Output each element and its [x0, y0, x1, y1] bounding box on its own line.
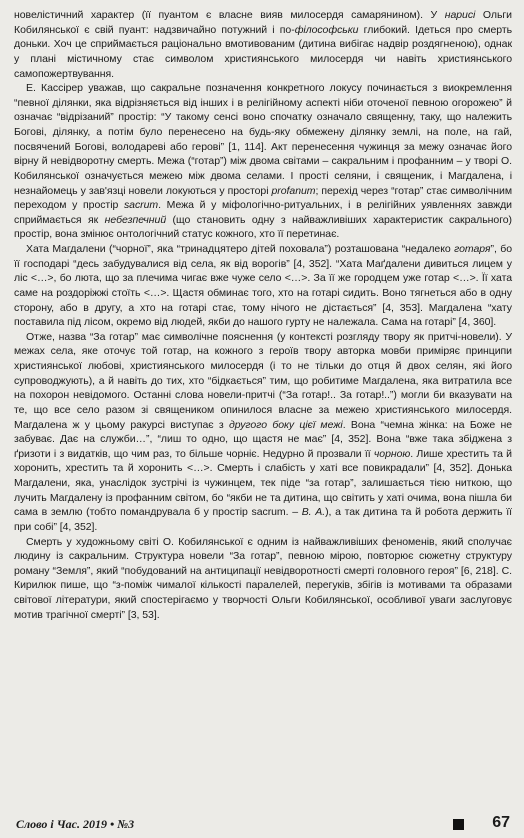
paragraph [14, 242, 512, 330]
text-run: новелістичний характер (її пуантом є власне вияв милосердя самарянином). У [14, 9, 445, 21]
text-run: Ольги Кобилянської є свій пуант: надзвичайно потужний і по- [14, 9, 512, 36]
text-run: . Межа й у міфологічно-ритуальних, і в релігійних уявленнях завжди сприймається як [14, 199, 512, 226]
page-footer [14, 815, 512, 833]
italic-text: profanum [271, 184, 316, 197]
text-run: (що становить одну з найважливіших характеристик сакрального) простір, вона змінює онтологічний статус кожного, хто її перетинає. [14, 213, 512, 241]
italic-text: В. А. [301, 506, 326, 519]
text-run: глибокий. Ідеться про смерть доньки. Хоч це сприймається раціонально вмотивованим (дитина вибігає надвір роздягненою), однак у плані містичному стає символом християнського милосердя чи навіть християнського самопожертвування. [14, 23, 513, 80]
italic-text: нарисі [444, 9, 476, 21]
paragraph [14, 8, 512, 81]
italic-text: філософськи [294, 23, 359, 36]
page-number: 67 [492, 814, 510, 831]
text-run: ; перехід через “готар” стає символічним переходом у простір [14, 184, 512, 212]
paragraph [14, 330, 512, 535]
italic-text: sacrum [123, 199, 159, 212]
italic-text: небезпечний [104, 213, 167, 226]
paragraph [14, 81, 512, 242]
italic-text: готаря [454, 243, 491, 255]
text-run: Отже, назва “За готар” має символічне пояснення (у контексті розгляду твору як притчі-новели). У межах села, яке оточує той готар, на кожного з героїв твору авторка мовби приміряє принципи християнської любові, християнського милосердя (і то не тільки до отця й двох селян, які його супроводжують), а й навіть до тих, хто “бідкається” тим, що робитиме Магдалена, яка витратила все на похорон невідомого. Останні слова новели-притчі (“За готар!.. За готар!..”) могли би вказувати на те, що все село разом зі священиком опинилося власне за межею християнського милосердя. Магдалена ж у цьому ракурсі виступає з [14, 330, 512, 431]
page-marker-square [453, 819, 464, 830]
italic-text: чорною [373, 447, 411, 460]
paragraph [14, 535, 512, 623]
text-run: Смерть у художньому світі О. Кобилянської є одним із найважливіших феноменів, який сполучає людину із сакральним. Структура новели “За готар”, певною мірою, повторює сюжетну структуру роману “Земля”, який “побудований на антиципації невідворотності смерті головного героя” [6, 218]. С. Кирилюк пише, що “з-поміж чималої кількості паралелей, перегуків, збігів із мотивами та образами світової літератури, який спостерігаємо у творчості Ольги Кобилянської, особливої уваги заслуговує мотив трагічної смерті” [3, 53]. [14, 535, 512, 621]
journal-title: Слово і Час. 2019 • №3 [16, 817, 135, 831]
text-run: ), а так дитина та й робота держить її при собі” [4, 352]. [14, 506, 512, 533]
text-run: . Лише хрестить та й хоронить, хрестить та й хоронить <…>. Смерть і слабість у хаті все повикрадали” [4, 352]. Донька Магдалени, яка, унаслідок зустрічі із чужинцем, тек піде “за готар”, залишається тією ниткою, що лучить Магдалену із профанним світом, бо “якби не та дитина, що світить у хаті очима, вона пішла би сама в землю (тобто помандрувала б у простір sacrum. – [14, 447, 513, 519]
text-run: . Вона “чемна жінка: на Боже не забуває. Дає на служби…”, “лиш то одно, що щастя не має” [4, 352]. Вона “вже така збіджена з ґризоти і з видатків, що чим раз, то більше чорніє. Недурно й прозвали її [14, 418, 512, 460]
article-body [14, 8, 512, 622]
text-run: ”, бо її господарі “десь забудувалися від села, як від ворогів” [4, 352]. “Хата Маґдалени дивиться лицем у ліс <…>, бо люта, що за плечима чигає вже чуже село <…>. За її же городцем уже готар <…>. Її хата саме на роздоріжжі стоїть <…>. Щастя обминає того, хто на готарі сидить. Воно тягнеться або в одну сторону, або в другу, а хто на готарі стає, тому нічого не дістається” [4, 353]. Магдалена “хату поставила під лісом, окремо від людей, якби до нашого гурту не належала. Сама на готарі” [4, 360]. [14, 243, 512, 329]
text-run: Хата Магдалени (“чорної”, яка “тринадцятеро дітей поховала”) розташована “недалеко [26, 243, 455, 255]
text-run: Е. Кассірер уважав, що сакральне позначення конкретного локусу починається з виокремлення “певної ділянки, яка відрізняється від інших і в релігійному аспекті ніби оточеної певною огорожею” й означає “відрізаний” простір: “У такому сенсі воно спочатку означало священну, таку, що належить Богові, ділянку, а потім було перенесено на будь-яку обмежену ділянку землі, на поле, на гай, посвячений Богові, володареві або герові” [1, 114]. Акт перенесення чужинця за межу означає його вірну й невідворотну смерть. Межа (“готар”) між двома світами – сакральним і профанним – у творі О. Кобилянської означується межею між двома селами. І прості селяни, і священик, і Магдалена, і незнайомець у зав'язці новели локуються у просторі [14, 82, 512, 197]
italic-text: другого боку цієї межі [229, 418, 343, 431]
